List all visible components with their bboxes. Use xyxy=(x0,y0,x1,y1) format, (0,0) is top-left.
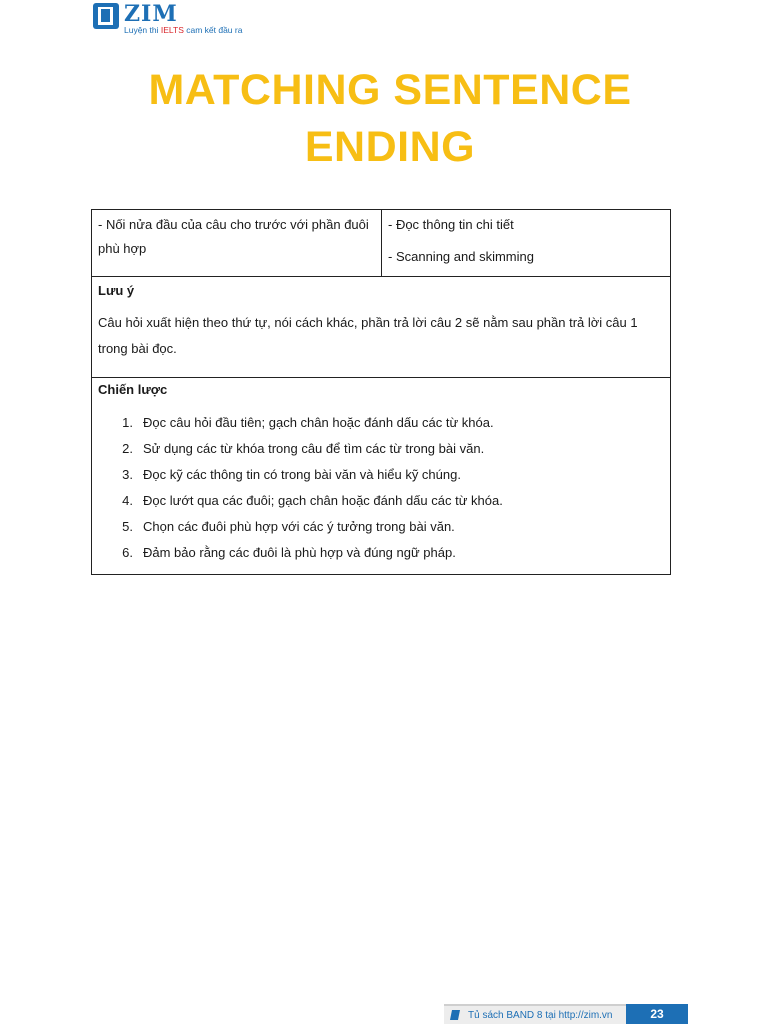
step-number: 2. xyxy=(122,441,133,456)
footer-text: Tủ sách BAND 8 tại http://zim.vn xyxy=(468,1009,613,1021)
step-number: 5. xyxy=(122,519,133,534)
step-number: 4. xyxy=(122,493,133,508)
note-row xyxy=(91,276,671,378)
task-skills-row xyxy=(91,209,671,277)
step-number: 1. xyxy=(122,415,133,430)
strategy-step xyxy=(98,514,664,540)
skills-cell xyxy=(382,210,670,276)
note-heading: Lưu ý xyxy=(98,283,135,298)
book-logo-icon xyxy=(92,2,120,30)
logo-tagline xyxy=(124,26,242,35)
skill-item: - Đọc thông tin chi tiết xyxy=(388,217,514,232)
step-text: Đọc câu hỏi đầu tiên; gạch chân hoặc đánh dấu các từ khóa. xyxy=(143,415,494,430)
task-cell: - Nối nửa đầu của câu cho trước với phần đuôi phù hợp xyxy=(92,210,382,276)
title-line-1: MATCHING SENTENCE xyxy=(148,66,632,114)
title-line-2: ENDING xyxy=(304,123,476,171)
step-number: 3. xyxy=(122,467,133,482)
strategy-heading: Chiến lược xyxy=(98,382,168,397)
step-text: Đảm bảo rằng các đuôi là phù hợp và đúng ngữ pháp. xyxy=(143,545,456,560)
page-number: 23 xyxy=(626,1004,688,1024)
skill-item: - Scanning and skimming xyxy=(388,249,534,264)
strategy-step xyxy=(98,436,664,462)
footer-text-area xyxy=(444,1004,626,1024)
strategy-step xyxy=(98,410,664,436)
strategy-row xyxy=(91,377,671,575)
note-body: Câu hỏi xuất hiện theo thứ tự, nói cách khác, phần trả lời câu 2 sẽ nằm sau phần trả lời câu 1 trong bài đọc. xyxy=(98,315,638,356)
step-number: 6. xyxy=(122,545,133,560)
step-text: Chọn các đuôi phù hợp với các ý tưởng trong bài văn. xyxy=(143,519,455,534)
strategy-step xyxy=(98,462,664,488)
logo-tag-prefix: Luyện thi xyxy=(124,25,161,35)
step-text: Đọc kỹ các thông tin có trong bài văn và hiểu kỹ chúng. xyxy=(143,467,461,482)
book-icon xyxy=(450,1009,462,1021)
page-title xyxy=(90,62,690,176)
logo-tag-suffix: cam kết đầu ra xyxy=(183,25,243,35)
logo-name: ZIM xyxy=(124,1,178,27)
step-text: Đọc lướt qua các đuôi; gạch chân hoặc đánh dấu các từ khóa. xyxy=(143,493,503,508)
strategy-step xyxy=(98,540,664,566)
step-text: Sử dụng các từ khóa trong câu để tìm các từ trong bài văn. xyxy=(143,441,485,456)
page-footer xyxy=(444,1004,688,1024)
zim-logo xyxy=(92,2,242,35)
strategy-step xyxy=(98,488,664,514)
logo-tag-highlight: IELTS xyxy=(160,25,184,35)
strategy-list xyxy=(98,410,664,566)
